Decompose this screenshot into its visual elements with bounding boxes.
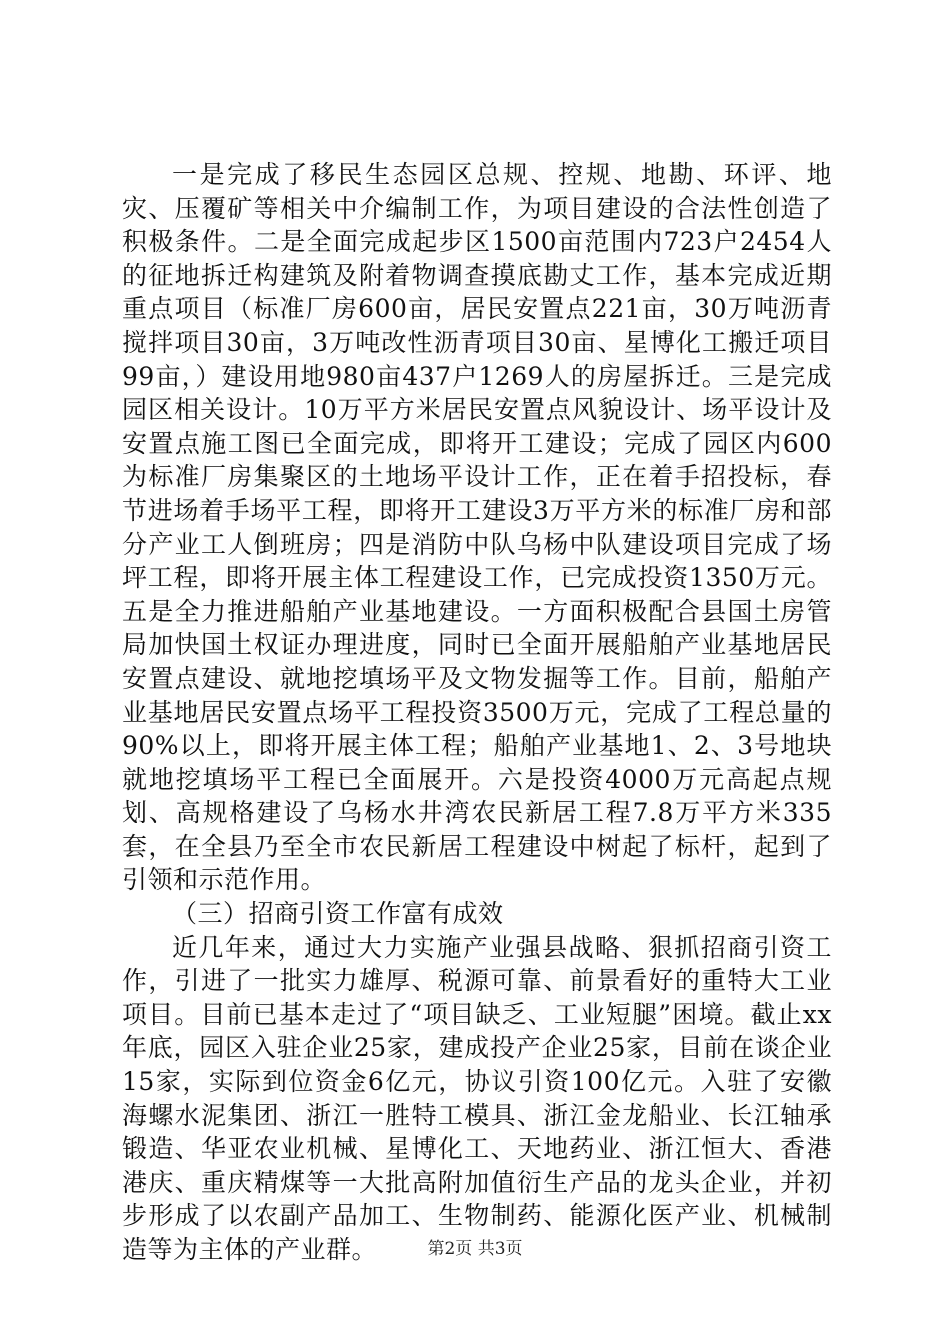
page-footer: 第2页 共3页 [427, 1239, 523, 1259]
paragraph-progress: 一是完成了移民生态园区总规、控规、地勘、环评、地灾、压覆矿等相关中介编制工作，为项目建设的合法性创造了积极条件。二是全面完成起步区1500亩范围内723户2454人的征地拆迁构建筑及附着物调查摸底勘丈工作，基本完成近期重点项目（标准厂房600亩，居民安置点221亩，30万吨沥青搅拌项目30亩，3万吨改性沥青项目30亩、星博化工搬迁项目99亩，）建设用地980亩437户1269人的房屋拆迁。三是完成园区相关设计。10万平方米居民安置点风貌设计、场平设计及安置点施工图已全面完成，即将开工建设；完成了园区内600为标准厂房集聚区的土地场平设计工作，正在着手招投标，春节进场着手场平工程，即将开工建设3万平方米的标准厂房和部分产业工人倒班房；四是消防中队乌杨中队建设项目完成了场坪工程，即将开展主体工程建设工作，已完成投资1350万元。五是全力推进船舶产业基地建设。一方面积极配合县国土房管局加快国土权证办理进度，同时已全面开展船舶产业基地居民安置点建设、就地挖填场平及文物发掘等工作。目前，船舶产业基地居民安置点场平工程投资3500万元，完成了工程总量的90%以上，即将开展主体工程；船舶产业基地1、2、3号地块就地挖填场平工程已全面展开。六是投资4000万元高起点规划、高规格建设了乌杨水井湾农民新居工程7.8万平方米335套，在全县乃至全市农民新居工程建设中树起了标杆，起到了引领和示范作用。 [122, 160, 832, 895]
document-body [122, 158, 832, 1267]
paragraph-investment: 近几年来，通过大力实施产业强县战略、狠抓招商引资工作，引进了一批实力雄厚、税源可靠、前景看好的重特大工业项目。目前已基本走过了“项目缺乏、工业短腿”困境。截止xx年底，园区入驻企业25家，建成投产企业25家，目前在谈企业15家，实际到位资金6亿元，协议引资100亿元。入驻了安徽海螺水泥集团、浙江一胜特工模具、浙江金龙船业、长江轴承锻造、华亚农业机械、星博化工、天地药业、浙江恒大、香港港庆、重庆精煤等一大批高附加值衍生产品的龙头企业，并初步形成了以农副产品加工、生物制药、能源化医产业、机械制造等为主体的产业群。 [122, 932, 832, 1264]
section-heading: （三）招商引资工作富有成效 [172, 899, 504, 929]
